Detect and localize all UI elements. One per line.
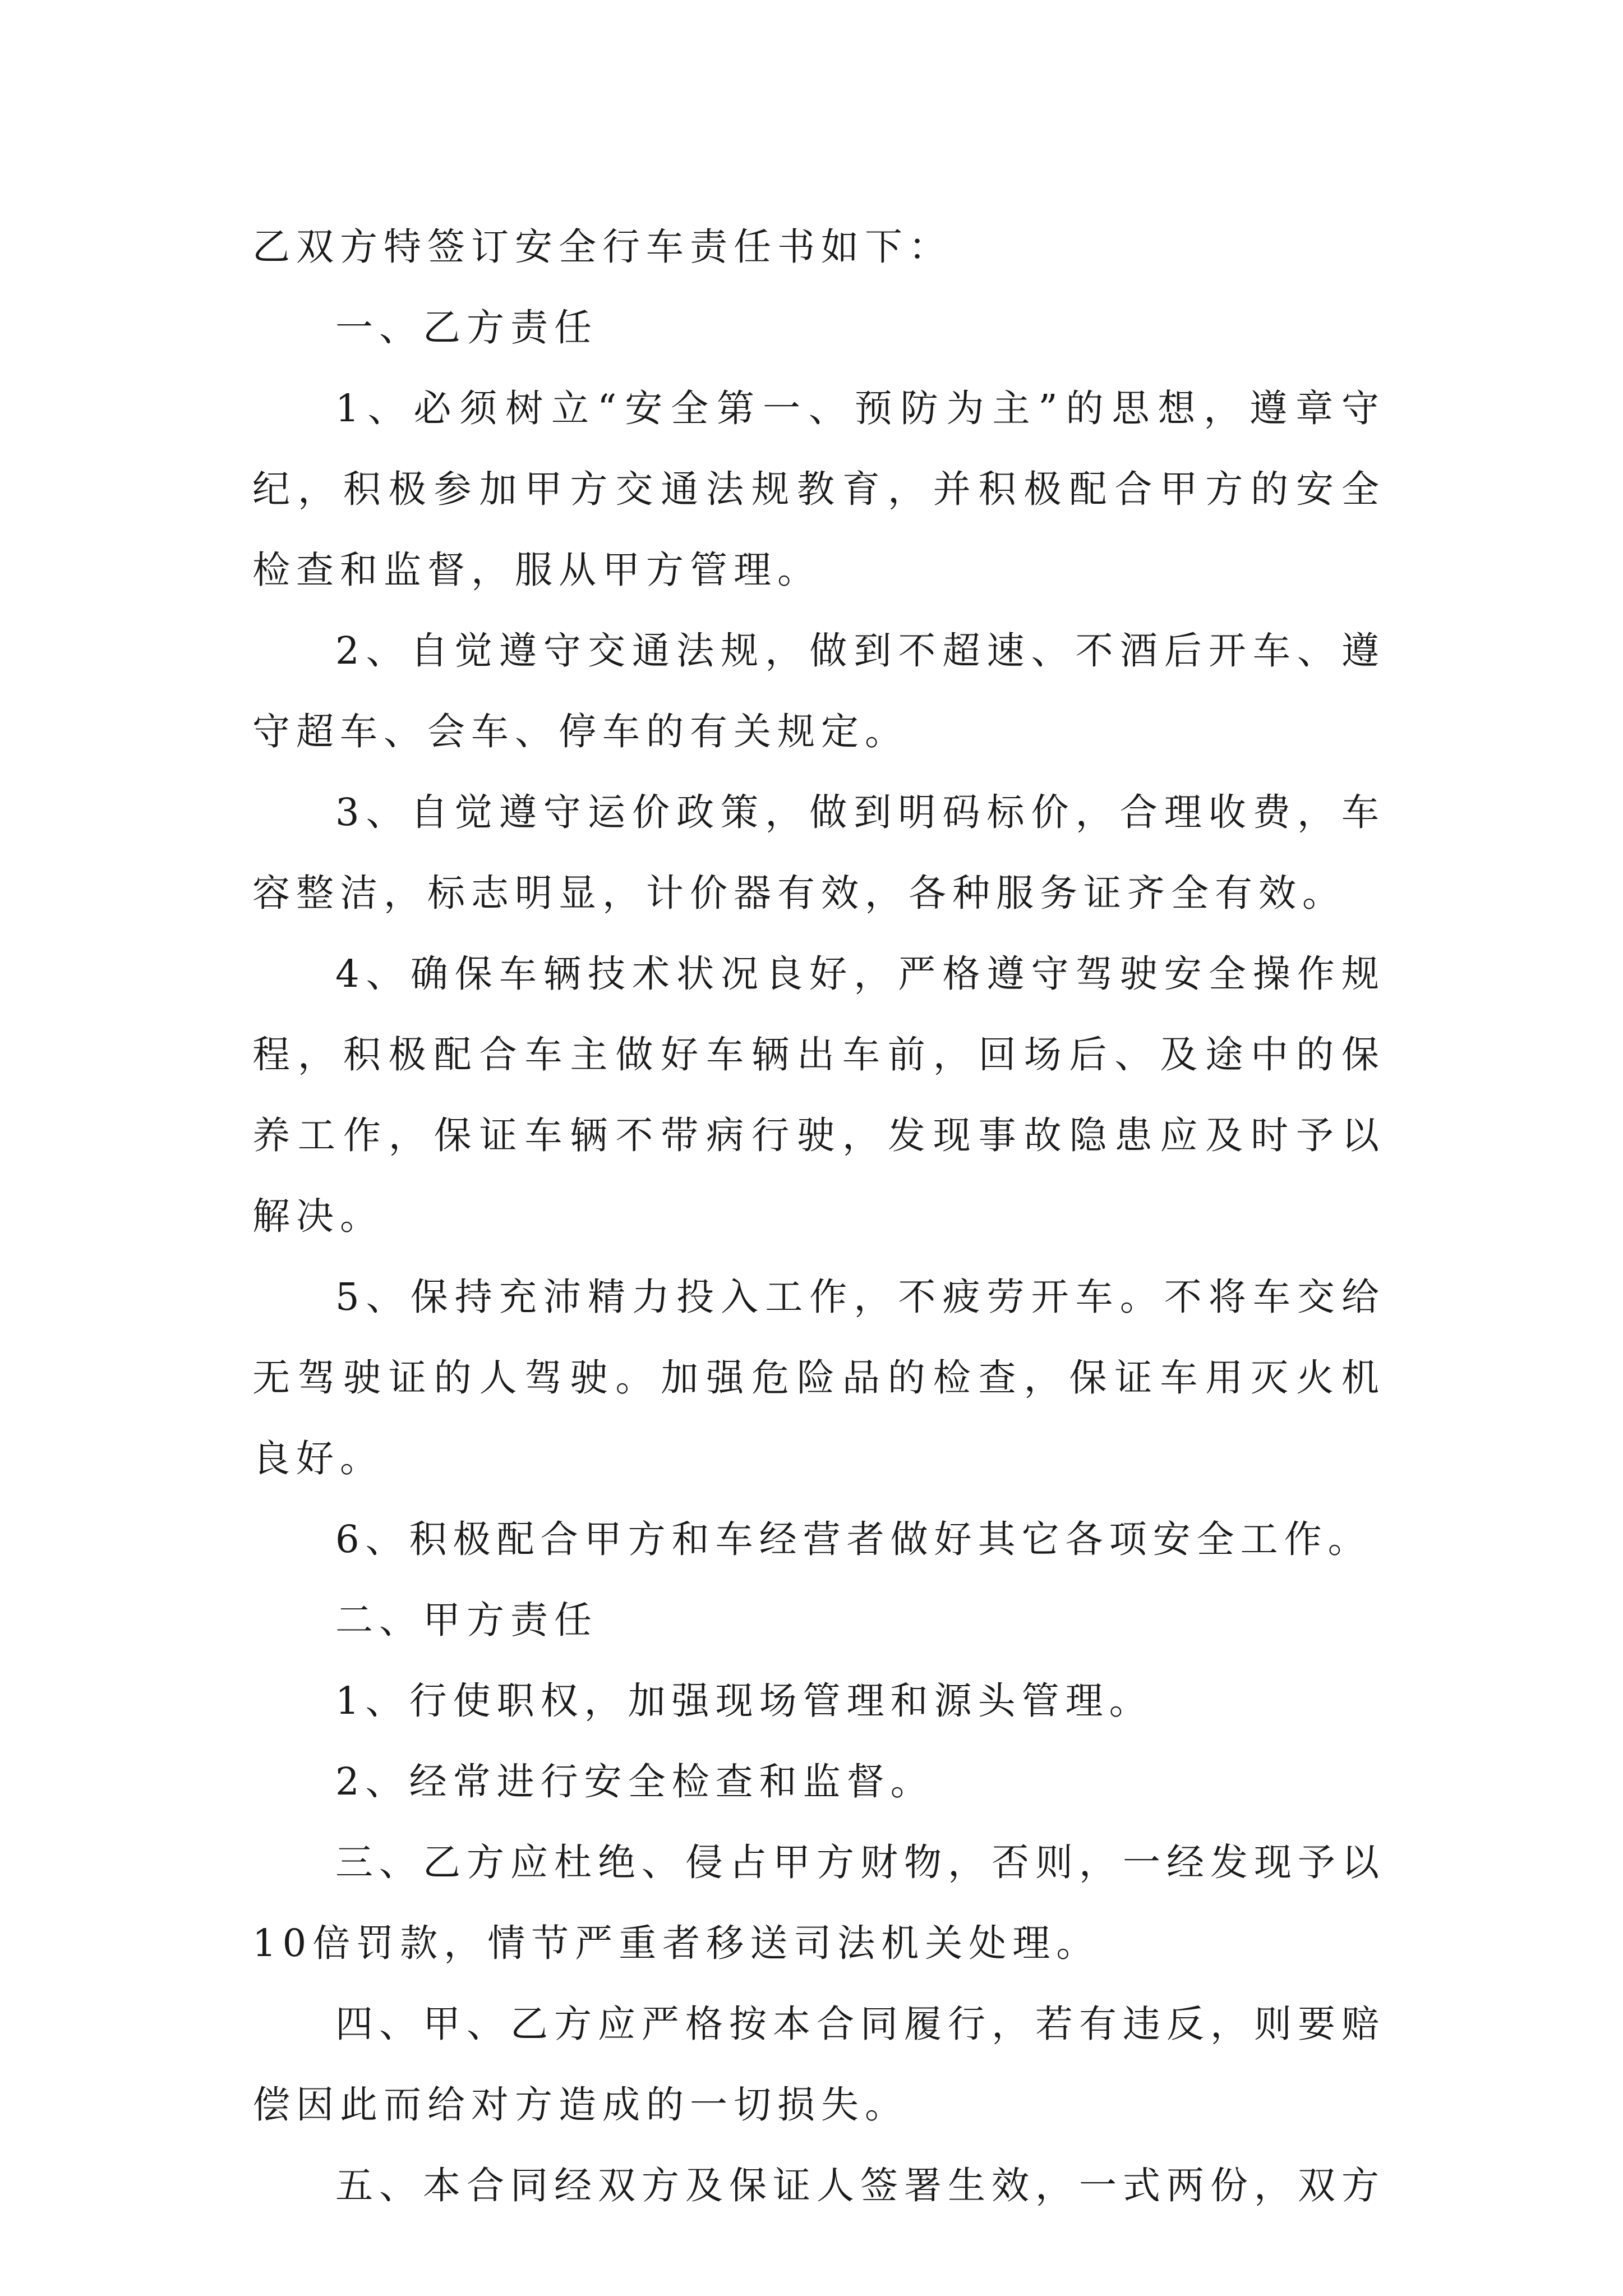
- paragraph-intro: 乙双方特签订安全行车责任书如下：: [252, 225, 952, 269]
- paragraph-b-item-5: 5、保持充沛精力投入工作，不疲劳开车。不将车交给无驾驶证的人驾驶。加强危险品的检查，保证车用灭火机良好。: [252, 1275, 1385, 1480]
- paragraph-b-item-6: 6、积极配合甲方和车经营者做好其它各项安全工作。: [335, 1517, 1372, 1561]
- paragraph-a-item-2: 2、经常进行安全检查和监督。: [335, 1760, 934, 1803]
- paragraph-section-4: 四、甲、乙方应严格按本合同履行，若有违反，则要赔偿因此而给对方造成的一切损失。: [252, 2002, 1385, 2127]
- section-heading-party-a: 二、甲方责任: [335, 1598, 598, 1642]
- paragraph-b-item-2: 2、自觉遵守交通法规，做到不超速、不酒后开车、遵守超车、会车、停车的有关规定。: [252, 629, 1385, 753]
- document-body: [252, 206, 1385, 2226]
- paragraph-a-item-1: 1、行使职权，加强现场管理和源头管理。: [335, 1679, 1153, 1723]
- paragraph-section-3: 三、乙方应杜绝、侵占甲方财物，否则，一经发现予以10倍罚款，情节严重者移送司法机关处理。: [252, 1841, 1385, 1965]
- paragraph-b-item-4: 4、确保车辆技术状况良好，严格遵守驾驶安全操作规程，积极配合车主做好车辆出车前，回场后、及途中的保养工作，保证车辆不带病行驶，发现事故隐患应及时予以解决。: [252, 952, 1385, 1238]
- paragraph-section-5: 五、本合同经双方及保证人签署生效，一式两份，双方: [335, 2164, 1385, 2207]
- section-heading-party-b: 一、乙方责任: [335, 306, 598, 349]
- paragraph-b-item-3: 3、自觉遵守运价政策，做到明码标价，合理收费，车容整洁，标志明显，计价器有效，各种服务证齐全有效。: [252, 790, 1385, 915]
- paragraph-b-item-1: 1、必须树立“安全第一、预防为主”的思想，遵章守纪，积极参加甲方交通法规教育，并积极配合甲方的安全检查和监督，服从甲方管理。: [252, 386, 1385, 592]
